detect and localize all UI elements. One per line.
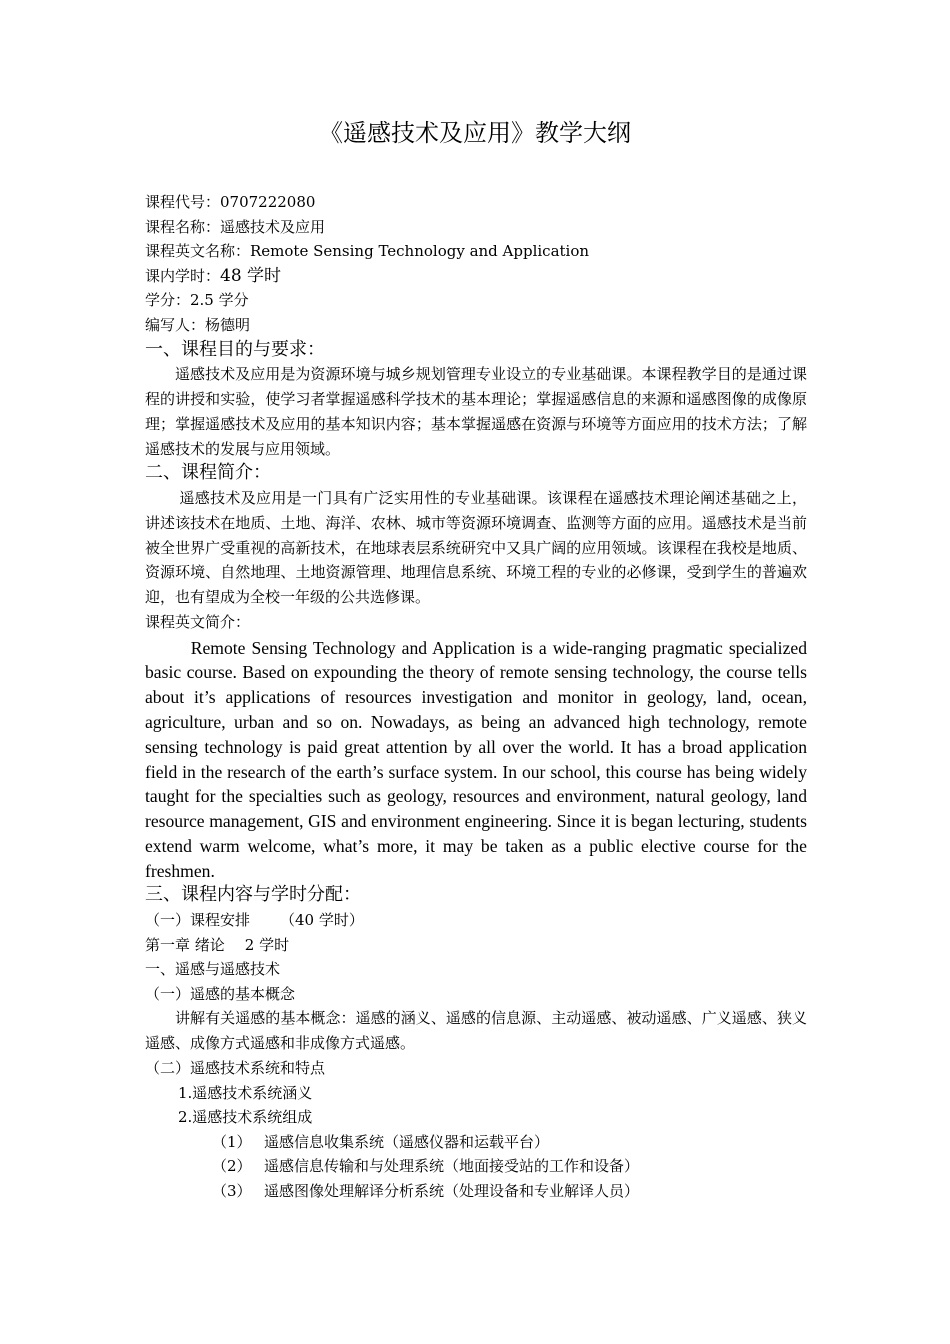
list-item: 2.遥感技术系统组成 <box>178 1108 313 1127</box>
course-arrangement <box>145 908 807 933</box>
arrangement-hours: （40 学时） <box>280 911 364 930</box>
component-text: 遥感信息收集系统（遥感仪器和运载平台） <box>264 1132 550 1151</box>
component-item <box>145 1179 807 1204</box>
component-number: （1） <box>212 1132 252 1151</box>
course-hours <box>145 264 807 289</box>
subtopic-1-text: 讲解有关遥感的基本概念：遥感的涵义、遥感的信息源、主动遥感、被动遥感、广义遥感、狭义遥感、成像方式遥感和非成像方式遥感。 <box>145 1009 807 1053</box>
subtopic-1: （一）遥感的基本概念 <box>145 984 296 1003</box>
section1-heading: 一、课程目的与要求： <box>145 338 325 360</box>
topic-heading: 一、遥感与遥感技术 <box>145 960 281 979</box>
chapter-heading <box>145 933 807 958</box>
chapter-hours: 2 学时 <box>244 935 290 954</box>
course-hours-label: 课内学时： <box>145 266 221 285</box>
document-title: 《遥感技术及应用》教学大纲 <box>319 119 631 147</box>
english-intro-text: Remote Sensing Technology and Application is a wide-ranging pragmatic specialized basic course. Based on expounding the theory of remote sensing technology, the course tells about it’s applications of resources investigation and monitor in geology, land, ocean, agriculture, urban and so on. Nowadays, as being an advanced high technology, remote sensing technology is paid great attention by all over the world. It has a broad application field in the research of the earth’s surface system. In our school, this course has being widely taught for the specialties such as geology, resources and environment, natural geology, land resource management, GIS and environment engineering. Since it is began lecturing, students extend warm welcome, what’s more, it may be taken as a public elective course for the freshmen. <box>145 637 807 881</box>
section3-heading: 三、课程内容与学时分配： <box>145 884 361 906</box>
component-number: （2） <box>212 1157 252 1176</box>
section1-text: 遥感技术及应用是为资源环境与城乡规划管理专业设立的专业基础课。本课程教学目的是通过课程的讲授和实验，使学习者掌握遥感科学技术的基本理论；掌握遥感信息的来源和遥感图像的成像原理；掌握遥感技术及应用的基本知识内容；基本掌握遥感在资源与环境等方面应用的技术方法；了解遥感技术的发展与应用领域。 <box>145 365 807 458</box>
course-english-name: 课程英文名称：Remote Sensing Technology and Application <box>145 242 590 261</box>
section2-text: 遥感技术及应用是一门具有广泛实用性的专业基础课。该课程在遥感技术理论阐述基础之上，讲述该技术在地质、土地、海洋、农林、城市等资源环境调查、监测等方面的应用。遥感技术是当前被全世界广受重视的高新技术，在地球表层系统研究中又具广阔的应用领域。该课程在我校是地质、资源环境、自然地理、土地资源管理、地理信息系统、环境工程的专业的必修课，受到学生的普遍欢迎，也有望成为全校一年级的公共选修课。 <box>145 488 807 607</box>
course-credit: 学分：2.5 学分 <box>145 291 249 310</box>
chapter-label: 第一章 绪论 <box>145 935 225 954</box>
course-code: 课程代号：0707222080 <box>145 193 316 211</box>
arrangement-label: （一）课程安排 <box>145 911 251 930</box>
section2-heading: 二、课程简介： <box>145 462 271 484</box>
component-text: 遥感信息传输和与处理系统（地面接受站的工作和设备） <box>264 1157 640 1176</box>
list-item: 1.遥感技术系统涵义 <box>178 1083 313 1102</box>
english-intro-label: 课程英文简介： <box>145 612 251 631</box>
component-item <box>145 1154 807 1179</box>
component-number: （3） <box>212 1182 252 1201</box>
subtopic-2: （二）遥感技术系统和特点 <box>145 1059 326 1078</box>
document-body <box>145 190 807 1204</box>
course-name: 课程名称：遥感技术及应用 <box>145 217 326 236</box>
course-hours-value: 48 学时 <box>220 265 282 286</box>
course-author: 编写人：杨德明 <box>145 315 251 334</box>
component-text: 遥感图像处理解译分析系统（处理设备和专业解译人员） <box>264 1182 640 1201</box>
component-item <box>145 1130 807 1155</box>
